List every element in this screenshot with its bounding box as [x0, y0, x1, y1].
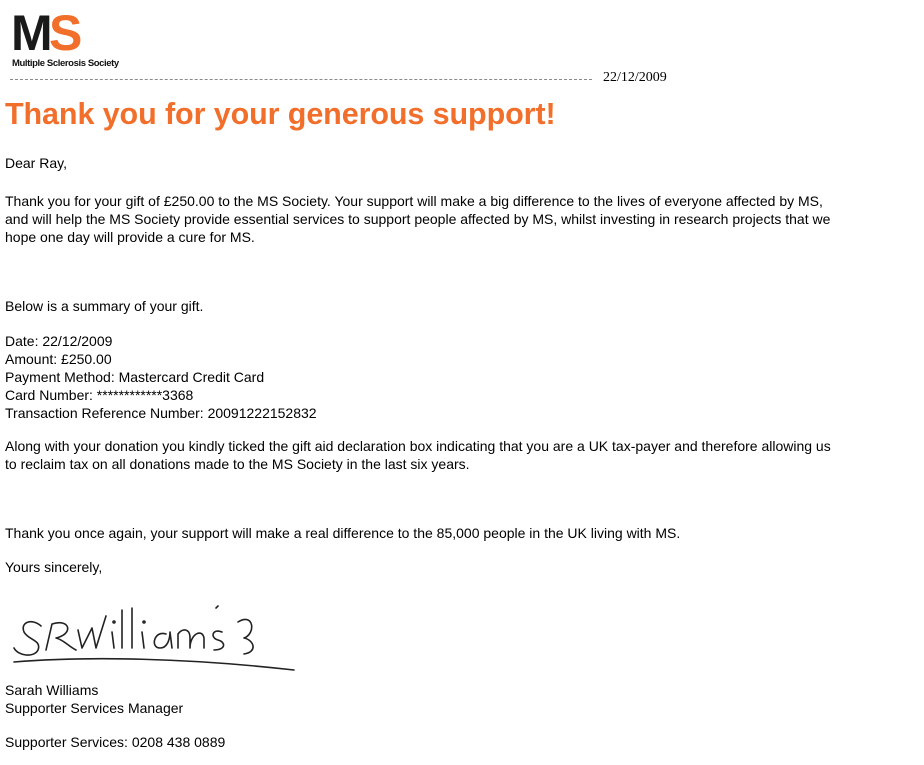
svg-text:M: M: [11, 10, 51, 54]
svg-text:S: S: [49, 10, 83, 54]
summary-card-number: Card Number: ************3368: [5, 387, 194, 403]
salutation: Dear Ray,: [5, 155, 67, 171]
summary-transaction-ref: Transaction Reference Number: 20091222152832: [5, 405, 317, 421]
date-dashed-rule: [10, 79, 592, 80]
ms-society-logo: [10, 10, 130, 70]
headline: Thank you for your generous support!: [5, 97, 556, 131]
gift-aid-line-1: Along with your donation you kindly ticked the gift aid declaration box indicating that you are a UK tax-payer and therefore allowing us: [5, 438, 831, 454]
signatory-title: Supporter Services Manager: [5, 700, 184, 716]
sign-off: Yours sincerely,: [5, 559, 103, 575]
contact-phone: Supporter Services: 0208 438 0889: [5, 734, 226, 750]
intro-line-1: Thank you for your gift of £250.00 to the MS Society. Your support will make a big difference to the lives of everyone affected by MS,: [5, 193, 823, 209]
handwritten-signature: [8, 602, 300, 674]
logo-org-name: Multiple Sclerosis Society: [12, 58, 119, 69]
intro-line-2: and will help the MS Society provide essential services to support people affected by MS, whilst investing in research projects that we: [5, 211, 831, 227]
letter-date: 22/12/2009: [603, 70, 667, 85]
signature-icon: [8, 602, 300, 674]
summary-intro: Below is a summary of your gift.: [5, 298, 204, 314]
closing-thanks: Thank you once again, your support will make a real difference to the 85,000 people in the UK living with MS.: [5, 525, 681, 541]
ms-logo-mark: [11, 10, 91, 54]
intro-line-3: hope one day will provide a cure for MS.: [5, 229, 255, 245]
summary-payment-method: Payment Method: Mastercard Credit Card: [5, 369, 265, 385]
summary-date: Date: 22/12/2009: [5, 333, 113, 349]
summary-amount: Amount: £250.00: [5, 351, 112, 367]
gift-aid-line-2: to reclaim tax on all donations made to the MS Society in the last six years.: [5, 456, 470, 472]
signatory-name: Sarah Williams: [5, 682, 99, 698]
